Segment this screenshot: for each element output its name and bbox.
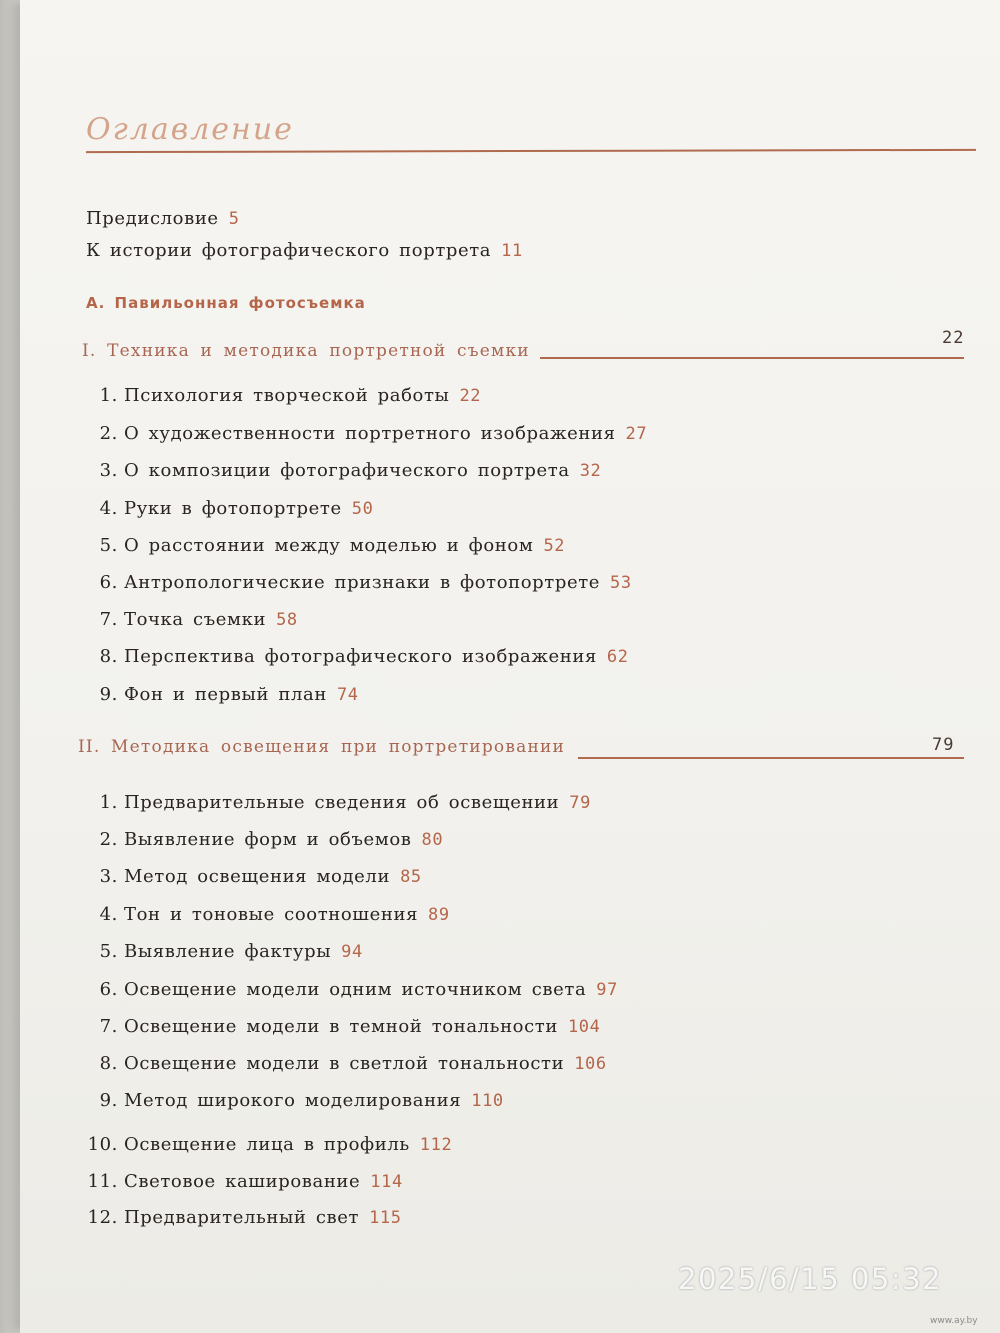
entry-text: Выявление фактуры bbox=[124, 941, 332, 962]
entry-text: Световое каширование bbox=[124, 1171, 361, 1192]
entry-page: 52 bbox=[543, 536, 566, 556]
entry-page: 89 bbox=[428, 905, 450, 925]
entry-text: О расстоянии между моделью и фоном bbox=[124, 535, 534, 556]
entry-text: Освещение модели в светлой тональности bbox=[124, 1053, 565, 1074]
toc-entry bbox=[80, 1053, 607, 1074]
entry-text: О художественности портретного изображения bbox=[124, 423, 616, 444]
toc-entry bbox=[80, 498, 373, 519]
entry-number: 11. bbox=[87, 1171, 118, 1192]
chapter-2-page: 79 bbox=[932, 735, 955, 755]
toc-entry bbox=[80, 609, 298, 630]
entry-number: 5. bbox=[99, 941, 118, 962]
entry-text: Выявление форм и объемов bbox=[124, 829, 412, 850]
toc-entry bbox=[80, 646, 629, 667]
toc-entry bbox=[80, 792, 591, 813]
entry-number: 10. bbox=[87, 1134, 118, 1155]
entry-number: 9. bbox=[99, 684, 118, 705]
entry-number: 2. bbox=[99, 829, 118, 850]
entry-page: 114 bbox=[370, 1172, 403, 1192]
entry-page: 58 bbox=[276, 610, 298, 630]
entry-page: 32 bbox=[579, 461, 602, 481]
entry-text: Психология творческой работы bbox=[124, 385, 450, 406]
entry-page: 80 bbox=[421, 830, 444, 850]
toc-entry bbox=[80, 1171, 403, 1192]
toc-entry bbox=[80, 829, 443, 850]
entry-number: 5. bbox=[99, 535, 118, 556]
entry-number: 2. bbox=[99, 423, 118, 444]
chapter-2-rule bbox=[578, 757, 964, 759]
entry-page: 112 bbox=[419, 1135, 453, 1155]
entry-text: Антропологические признаки в фотопортрете bbox=[124, 572, 601, 593]
entry-page: 50 bbox=[351, 499, 374, 519]
entry-number: 6. bbox=[99, 572, 118, 593]
entry-number: 9. bbox=[99, 1090, 118, 1111]
chapter-1-title: I. Техника и методика портретной съемки bbox=[82, 341, 530, 361]
entry-text: Освещение лица в профиль bbox=[124, 1134, 410, 1155]
book-page bbox=[20, 0, 1000, 1333]
entry-number: 12. bbox=[87, 1207, 118, 1228]
site-watermark: www.ay.by bbox=[930, 1316, 978, 1326]
toc-entry bbox=[80, 535, 565, 556]
entry-page: 97 bbox=[596, 980, 618, 1000]
entry-page: 115 bbox=[369, 1208, 402, 1228]
entry-page: 5 bbox=[228, 209, 240, 229]
toc-entry bbox=[80, 460, 601, 481]
entry-text: Освещение модели одним источником света bbox=[124, 979, 587, 1000]
toc-entry bbox=[80, 423, 647, 444]
entry-text: Тон и тоновые соотношения bbox=[124, 904, 419, 925]
entry-number: 8. bbox=[99, 646, 118, 667]
entry-page: 53 bbox=[610, 573, 632, 593]
toc-entry bbox=[80, 385, 481, 406]
entry-text: Предварительный свет bbox=[124, 1207, 360, 1228]
entry-number: 6. bbox=[99, 979, 118, 1000]
entry-text: Точка съемки bbox=[124, 609, 267, 630]
toc-entry-history bbox=[86, 240, 523, 261]
entry-number: 4. bbox=[99, 498, 118, 519]
entry-text: Метод широкого моделирования bbox=[124, 1090, 462, 1111]
entry-number: 4. bbox=[99, 904, 118, 925]
title-rule bbox=[86, 149, 976, 153]
toc-entry bbox=[80, 941, 363, 962]
entry-page: 110 bbox=[471, 1091, 504, 1111]
entry-page: 22 bbox=[459, 386, 482, 406]
entry-page: 79 bbox=[569, 793, 591, 813]
entry-text: Предисловие bbox=[86, 208, 219, 229]
entry-page: 62 bbox=[606, 647, 629, 667]
entry-text: Перспектива фотографического изображения bbox=[124, 646, 597, 667]
entry-page: 94 bbox=[341, 942, 363, 962]
entry-number: 1. bbox=[99, 792, 118, 813]
entry-text: Предварительные сведения об освещении bbox=[124, 792, 560, 813]
entry-text: Освещение модели в темной тональности bbox=[124, 1016, 558, 1037]
entry-text: Фон и первый план bbox=[124, 684, 327, 705]
toc-entry bbox=[80, 904, 450, 925]
toc-entry bbox=[80, 1016, 600, 1037]
entry-page: 27 bbox=[625, 424, 648, 444]
toc-entry bbox=[80, 684, 359, 705]
entry-page: 85 bbox=[400, 867, 422, 887]
toc-entry bbox=[80, 1207, 402, 1228]
toc-entry bbox=[80, 572, 632, 593]
toc-entry bbox=[80, 1134, 452, 1155]
entry-page: 74 bbox=[336, 685, 359, 705]
entry-text: К истории фотографического портрета bbox=[86, 240, 492, 261]
entry-page: 106 bbox=[574, 1054, 607, 1074]
section-heading: А. Павильонная фотосъемка bbox=[86, 294, 366, 312]
photo-timestamp: 2025/6/15 05:32 bbox=[678, 1262, 942, 1296]
chapter-1-page: 22 bbox=[942, 328, 965, 348]
book-spine-shadow bbox=[0, 0, 22, 1333]
toc-entry-preface bbox=[86, 208, 240, 229]
entry-number: 3. bbox=[99, 866, 118, 887]
toc-entry bbox=[80, 1090, 504, 1111]
entry-number: 3. bbox=[99, 460, 118, 481]
entry-number: 7. bbox=[99, 1016, 118, 1037]
entry-page: 104 bbox=[567, 1017, 601, 1037]
entry-page: 11 bbox=[501, 241, 523, 261]
entry-number: 8. bbox=[99, 1053, 118, 1074]
entry-number: 7. bbox=[99, 609, 118, 630]
chapter-2-title: II. Методика освещения при портретировании bbox=[78, 737, 566, 757]
entry-text: Метод освещения модели bbox=[124, 866, 391, 887]
entry-number: 1. bbox=[99, 385, 118, 406]
chapter-1-rule bbox=[540, 357, 964, 359]
toc-title: Оглавление bbox=[86, 112, 294, 147]
entry-text: Руки в фотопортрете bbox=[124, 498, 342, 519]
toc-entry bbox=[80, 979, 618, 1000]
toc-entry bbox=[80, 866, 422, 887]
entry-text: О композиции фотографического портрета bbox=[124, 460, 570, 481]
